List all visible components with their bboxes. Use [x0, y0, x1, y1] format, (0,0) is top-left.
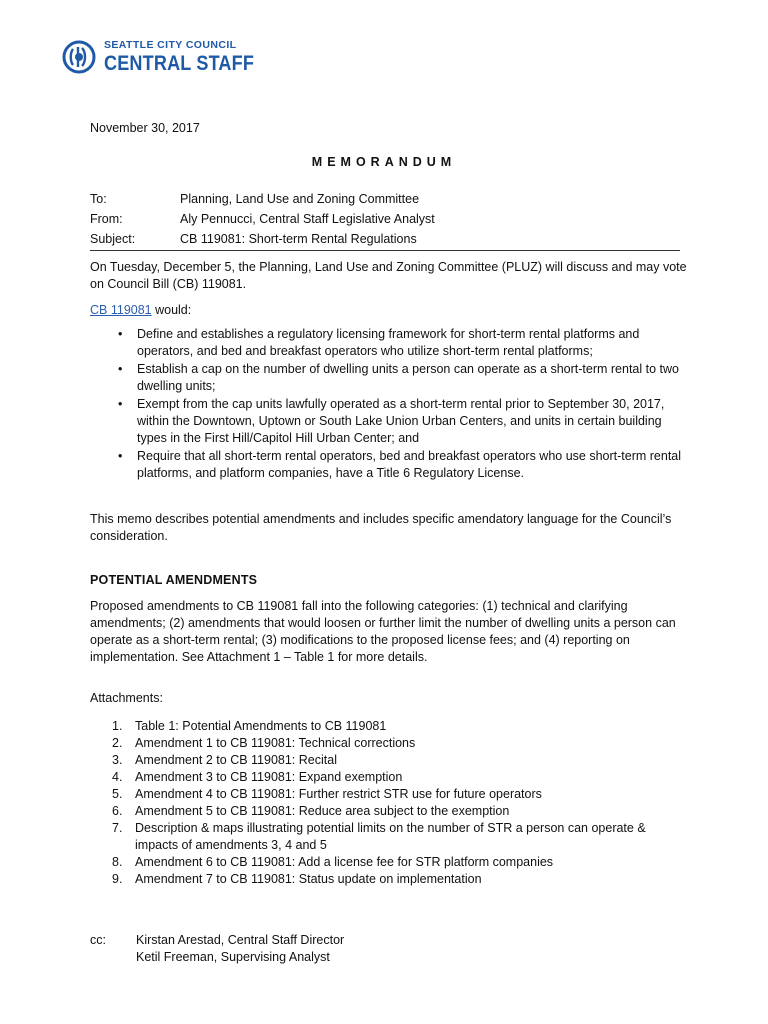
- subject-value: CB 119081: Short-term Rental Regulations: [180, 232, 417, 246]
- list-item: 8. Amendment 6 to CB 119081: Add a license fee for STR platform companies: [112, 855, 554, 869]
- attachments-list: [90, 718, 690, 888]
- cc-recipient: Kirstan Arestad, Central Staff Director: [136, 933, 345, 947]
- memo-title: MEMORANDUM: [311, 155, 457, 169]
- list-item: 5. Amendment 4 to CB 119081: Further restrict STR use for future operators: [112, 787, 542, 801]
- intro-paragraph: On Tuesday, December 5, the Planning, Land Use and Zoning Committee (PLUZ) will discuss and may vote on Council Bill (CB) 119081.: [90, 260, 687, 291]
- would-line: [90, 302, 690, 319]
- memo-date: November 30, 2017: [90, 121, 200, 135]
- would-suffix: would:: [151, 303, 192, 317]
- bullet-icon: •: [118, 327, 123, 341]
- cc-list: [136, 932, 344, 966]
- cb-119081-link[interactable]: CB 119081: [90, 303, 152, 317]
- bullet-icon: •: [118, 362, 123, 376]
- seattle-seal-icon: [62, 40, 96, 74]
- from-label: From:: [90, 212, 123, 226]
- list-item: 2. Amendment 1 to CB 119081: Technical corrections: [112, 736, 416, 750]
- list-item: • Define and establishes a regulatory licensing framework for short-term rental platforms and operators, and bed and breakfast operators who utilize short-term rental platforms;: [118, 327, 640, 358]
- list-item: 3. Amendment 2 to CB 119081: Recital: [112, 753, 337, 767]
- logo: [62, 38, 262, 78]
- header-divider: [90, 250, 680, 251]
- attachments-heading: Attachments:: [90, 691, 163, 705]
- list-item: • Exempt from the cap units lawfully operated as a short-term rental prior to September 30, 2017, within the Downtown, Uptown or South Lake Union Urban Centers, and units in certain building types in the First Hill/Capitol Hill Urban Center; and: [118, 397, 665, 445]
- list-item: 9. Amendment 7 to CB 119081: Status update on implementation: [112, 872, 482, 886]
- amendments-heading: POTENTIAL AMENDMENTS: [90, 573, 258, 587]
- to-value: Planning, Land Use and Zoning Committee: [180, 192, 420, 206]
- bullet-icon: •: [118, 397, 123, 411]
- list-item: 6. Amendment 5 to CB 119081: Reduce area subject to the exemption: [112, 804, 510, 818]
- from-value: Aly Pennucci, Central Staff Legislative Analyst: [180, 212, 435, 226]
- logo-dept-name: CENTRAL STAFF: [104, 52, 255, 75]
- list-item: • Require that all short-term rental operators, bed and breakfast operators who use short-term rental platforms, and platform companies, have a Title 6 Regulatory License.: [118, 449, 682, 480]
- logo-org-name: SEATTLE CITY COUNCIL: [104, 39, 237, 51]
- to-label: To:: [90, 192, 107, 206]
- list-item: 4. Amendment 3 to CB 119081: Expand exemption: [112, 770, 403, 784]
- cc-recipient: Ketil Freeman, Supervising Analyst: [136, 950, 330, 964]
- amendments-paragraph: Proposed amendments to CB 119081 fall into the following categories: (1) technical and clarifying amendments; (2) amendments that would loosen or further limit the number of dwelling units a person can operate as a short-term rental; (3) modifications to the proposed license fees; and (4) reporting on implementation. See Attachment 1 – Table 1 for more details.: [90, 599, 676, 664]
- cc-label: cc:: [90, 933, 106, 947]
- list-item: 7. Description & maps illustrating potential limits on the number of STR a person can operate & impacts of amendments 3, 4 and 5: [112, 821, 646, 852]
- bill-summary-list: [90, 326, 690, 483]
- bullet-icon: •: [118, 449, 123, 463]
- memo-description: This memo describes potential amendments and includes specific amendatory language for the Council’s consideration.: [90, 512, 672, 543]
- subject-label: Subject:: [90, 232, 136, 246]
- list-item: 1. Table 1: Potential Amendments to CB 119081: [112, 719, 387, 733]
- list-item: • Establish a cap on the number of dwelling units a person can operate as a short-term rental to two dwelling units;: [118, 362, 679, 393]
